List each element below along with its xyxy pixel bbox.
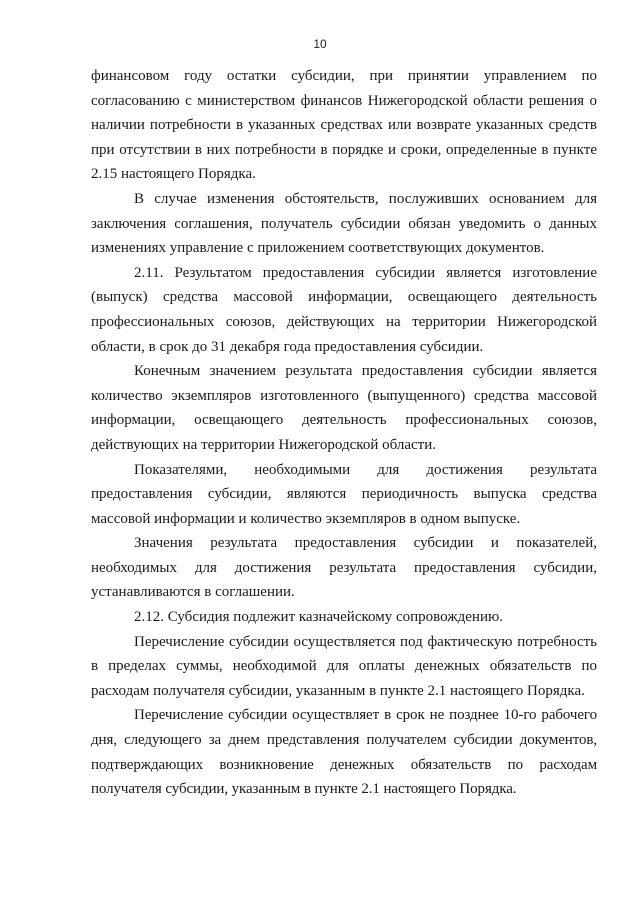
paragraph-continuation: финансовом году остатки субсидии, при принятии управлением по согласованию с министерством финансов Нижегородской области решения о наличии потребности в указанных средствах или возврате указанных средств при отсутствии в них потребности в порядке и сроки, определенные в пункте 2.15 настоящего Порядка. xyxy=(91,68,597,183)
paragraph-transfer-deadline: Перечисление субсидии осуществляет в срок не позднее 10-го рабочего дня, следующего за днем представления получателем субсидии документов, подтверждающих возникновение денежных обязательств по расходам получателя субсидии, указанным в пункте 2.1 настоящего Порядка. xyxy=(91,707,597,798)
paragraph-circumstances-change: В случае изменения обстоятельств, послуживших основанием для заключения соглашения, получатель субсидии обязан уведомить о данных изменениях управление с приложением соответствующих документов. xyxy=(91,190,597,257)
paragraph-transfer-need: Перечисление субсидии осуществляется под фактическую потребность в пределах суммы, необходимой для оплаты денежных обязательств по расходам получателя субсидии, указанным в пункте 2.1 настоящего Порядка. xyxy=(91,633,597,699)
page-number: 10 xyxy=(313,37,327,51)
paragraph-clause-2-11: 2.11. Результатом предоставления субсидии является изготовление (выпуск) средства массовой информации, освещающего деятельность профессиональных союзов, действующих на территории Нижегородской области, в срок до 31 декабря года предоставления субсидии. xyxy=(91,264,597,355)
paragraph-final-value: Конечным значением результата предоставления субсидии является количество экземпляров изготовленного (выпущенного) средства массовой информации, освещающего деятельность профессиональных союзов, действующих на территории Нижегородской области. xyxy=(91,363,597,453)
document-body xyxy=(91,64,597,802)
paragraph-values-set: Значения результата предоставления субсидии и показателей, необходимых для достижения результата предоставления субсидии, устанавливаются в соглашении. xyxy=(91,535,597,601)
paragraph-indicators: Показателями, необходимыми для достижения результата предоставления субсидии, являются периодичность выпуска средства массовой информации и количество экземпляров в одном выпуске. xyxy=(91,461,597,527)
paragraph-clause-2-12: 2.12. Субсидия подлежит казначейскому сопровождению. xyxy=(134,609,503,626)
